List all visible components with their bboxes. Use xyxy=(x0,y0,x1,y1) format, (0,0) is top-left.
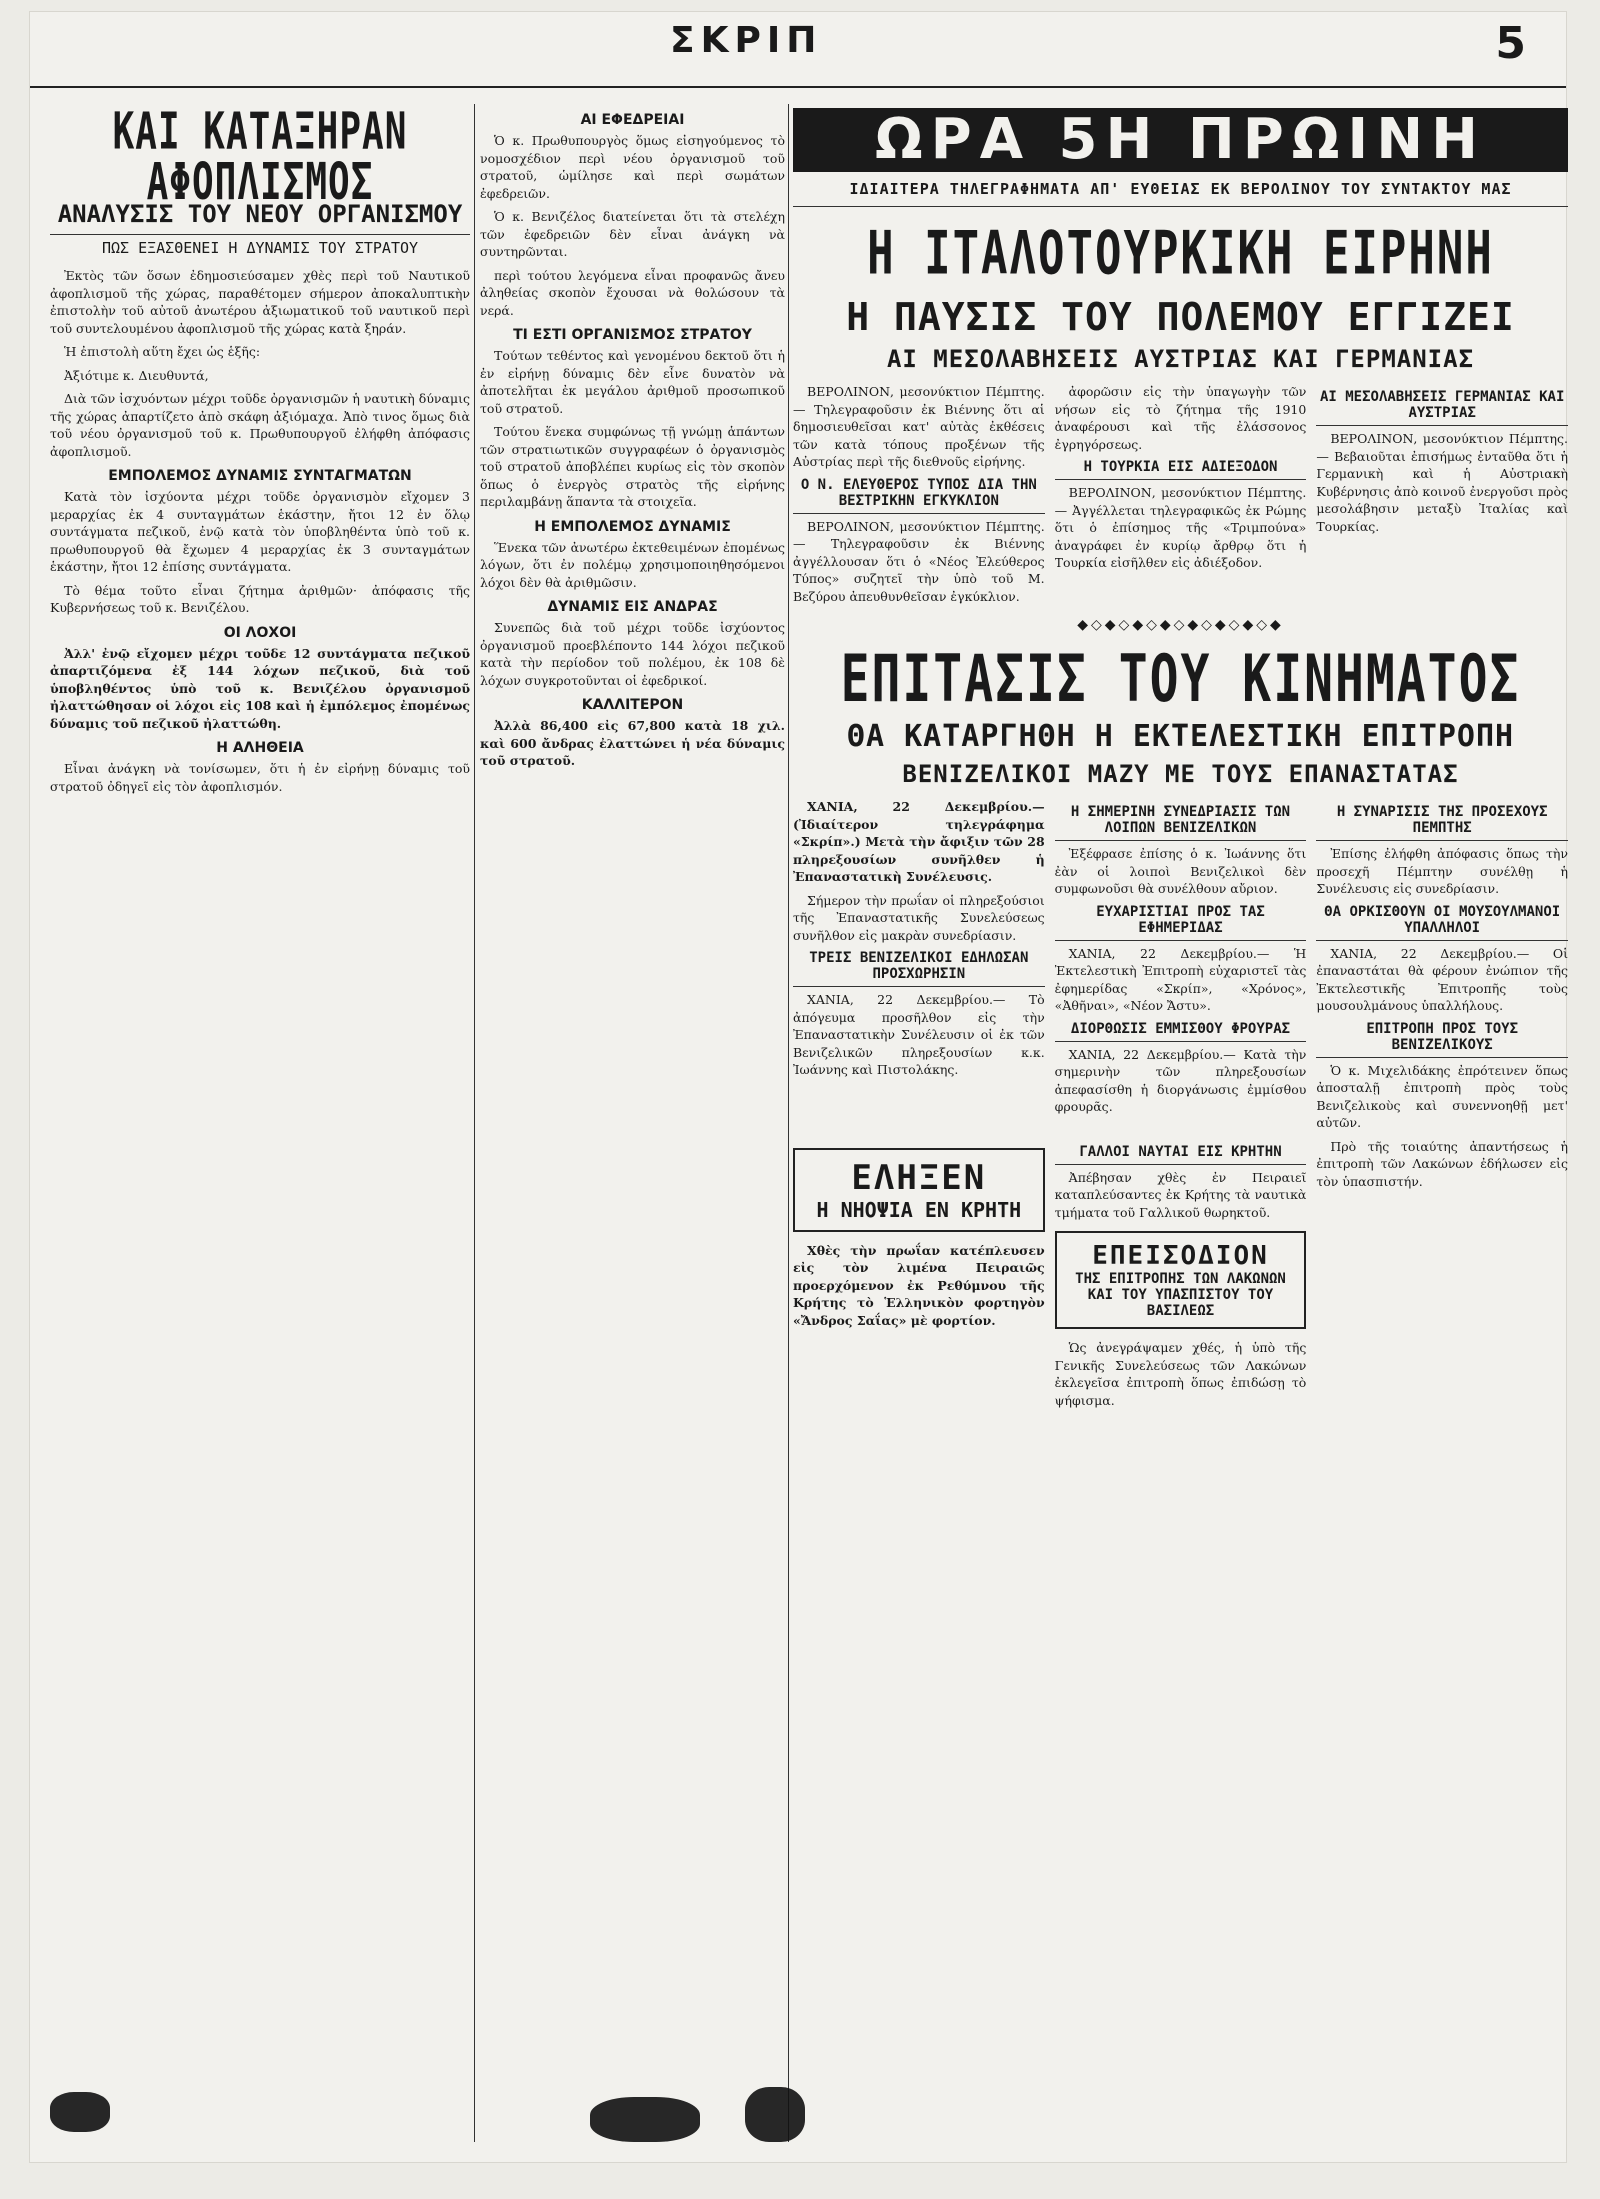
crete-dispatch-row xyxy=(793,798,1568,1138)
dispatch-column xyxy=(1055,383,1307,611)
article-paragraph: Τὸ θέμα τοῦτο εἶναι ζήτημα ἀριθμῶν· ἀπόφασις τῆς Κυβερνήσεως τοῦ κ. Βενιζέλου. xyxy=(50,582,470,615)
dispatch-text: Ἐξέφρασε ἐπίσης ὁ κ. Ἰωάννης ὅτι ἐὰν οἱ λοιποὶ Βενιζελικοὶ δὲν συμφωνοῦσι θὰ συνέλθουν αὔριον. xyxy=(1054,846,1307,896)
article-paragraph: Ἀξιότιμε κ. Διευθυντά, xyxy=(64,367,209,383)
article-paragraph: Ἐκτὸς τῶν ὅσων ἐδημοσιεύσαμεν χθὲς περὶ τοῦ Ναυτικοῦ ἀφοπλισμοῦ τῆς χώρας, παραθέτομεν σήμερον ἀποκαλυπτικὴν ἐπιστολὴν τοῦ αὐτοῦ ἀνωτέρου ἀξιωματικοῦ τοῦ ναυτικοῦ περὶ τοῦ συντελουμένου ἀφοπλισμοῦ τῆς χώρας κατὰ ξηράν. xyxy=(50,268,470,336)
article-paragraph: περὶ τούτου λεγόμενα εἶναι προφανῶς ἄνευ ἀληθείας σκοπὸν ἔχουσαι νὰ θολώσουν τὰ νερά. xyxy=(480,267,785,318)
dispatch-text: ΒΕΡΟΛΙΝΟΝ, μεσονύκτιον Πέμπτης.— Τηλεγραφοῦσιν ἐκ Βιέννης ὅτι αἱ δημοσιευθεῖσαι κατ' αὐτὰς ἐκθέσεις τῶν κατὰ τόπους προξένων τῆς Αὐστρίας περὶ τῆς διεθνοῦς εἰρήνης. xyxy=(793,384,1045,469)
article-paragraph: Κατὰ τὸν ἰσχύοντα μέχρι τοῦδε ὀργανισμὸν εἴχομεν 3 μεραρχίας ἐκ 4 συνταγμάτων ἑκάστην, ἤτοι 12 ἐν ὅλῳ συντάγματα πεζικοῦ, ἐνῷ κατὰ τὸν ὑποβληθέντα ὑπὸ τοῦ κ. πρωθυπουργοῦ θὰ ἔχωμεν 4 μεραρχίας ἐκ 3 συνταγμάτων ἑκάστην, ἤτοι 12 ἐπίσης συντάγματα. xyxy=(50,489,470,574)
bottom-row xyxy=(793,1138,1568,1416)
headline-abolished-committee: ΘΑ ΚΑΤΑΡΓΗΘΗ Η ΕΚΤΕΛΕΣΤΙΚΗ ΕΠΙΤΡΟΠΗ xyxy=(846,719,1515,754)
banner-subtitle: ΙΔΙΑΙΤΕΡΑ ΤΗΛΕΓΡΑΦΗΜΑΤΑ ΑΠ' ΕΥΘΕΙΑΣ ΕΚ ΒΕΡΟΛΙΝΟΥ ΤΟΥ ΣΥΝΤΑΚΤΟΥ ΜΑΣ xyxy=(793,180,1568,207)
masthead xyxy=(30,12,1566,88)
article-paragraph: Ἡ ἐπιστολὴ αὕτη ἔχει ὡς ἑξῆς: xyxy=(64,344,261,359)
dispatch-text: ἀφορῶσιν εἰς τὴν ὑπαγωγὴν τῶν νήσων εἰς τὸ ζήτημα τῆς 1910 ἀναφέρουσι καὶ τῆς ἐλάσσονος ἐγρηγόρσεως. xyxy=(1054,384,1307,452)
bottom-column xyxy=(793,1138,1045,1416)
ink-smear xyxy=(590,2097,700,2142)
headline-war-ending: Η ΠΑΥΣΙΣ ΤΟΥ ΠΟΛΕΜΟΥ ΕΓΓΙΖΕΙ xyxy=(846,295,1515,339)
box-incident xyxy=(1055,1231,1307,1329)
dispatch-text: ΧΑΝΙΑ, 22 Δεκεμβρίου.— Κατὰ τὴν σημερινὴν τῶν πληρεξουσίων ἀπεφασίσθη ἡ διοργάνωσις ἐμμίσθου φρουρᾶς. xyxy=(1054,1046,1307,1114)
dispatch-heading: ΑΙ ΜΕΣΟΛΑΒΗΣΕΙΣ ΓΕΡΜΑΝΙΑΣ ΚΑΙ ΑΥΣΤΡΙΑΣ xyxy=(1316,389,1568,426)
ornament-divider: ◆◇◆◇◆◇◆◇◆◇◆◇◆◇◆ xyxy=(1077,617,1284,633)
dispatch-column xyxy=(1316,798,1568,1138)
section-heading: ΑΙ ΕΦΕΔΡΕΙΑΙ xyxy=(580,112,685,128)
article-paragraph: Ὁ κ. Βενιζέλος διατείνεται ὅτι τὰ στελέχη τῶν ἐφεδρειῶν δὲν εἶναι ἀνάγκη νὰ συντηρῶνται. xyxy=(480,209,785,259)
newspaper-name: ΣΚΡΙΠ xyxy=(670,20,823,61)
section-heading: ΕΜΠΟΛΕΜΟΣ ΔΥΝΑΜΙΣ ΣΥΝΤΑΓΜΑΤΩΝ xyxy=(108,468,412,484)
headline-disarmament: ΚΑΙ ΚΑΤΑΞΗΡΑΝ ΑΦΟΠΛΙΣΜΟΣ xyxy=(112,104,408,212)
section-heading: Η ΑΛΗΘΕΙΑ xyxy=(216,740,304,756)
page-number: 5 xyxy=(1495,18,1526,69)
column-right xyxy=(793,104,1568,2142)
dispatch-text: Χθὲς τὴν πρωΐαν κατέπλευσεν εἰς τὸν λιμένα Πειραιῶς προερχόμενον ἐκ Ρεθύμνου τῆς Κρήτης τὸ Ἑλληνικὸν φορτηγὸν «Ἄνδρος Σαΐας» μὲ φορτίον. xyxy=(793,1242,1045,1328)
box-headline: ΕΠΕΙΣΟΔΙΟΝ xyxy=(1092,1241,1269,1271)
dispatch-text: ΒΕΡΟΛΙΝΟΝ, μεσονύκτιον Πέμπτης.— Ἀγγέλλεται τηλεγραφικῶς ἐκ Ρώμης ὅτι ὁ ἐπίσημος τῆς «Τριμπούνα» ἀναγράφει ἐν κυρίῳ ἄρθρῳ ὅτι ἡ Τουρκία εἰσῆλθεν εἰς ἀδιέξοδον. xyxy=(1054,485,1307,570)
article-paragraph: Ὁ κ. Πρωθυπουργὸς ὅμως εἰσηγούμενος τὸ νομοσχέδιον περὶ νέου ὀργανισμοῦ τοῦ στρατοῦ, ὡμίλησε καὶ περὶ σωμάτων ἐφεδρειῶν. xyxy=(480,133,785,201)
article-paragraph: Ἀλλ' ἐνῷ εἴχομεν μέχρι τοῦδε 12 συντάγματα πεζικοῦ ἀπαρτιζόμενα ἐξ 144 λόχων πεζικοῦ, διὰ τοῦ ὑποβληθέντος ὑπὸ τοῦ κ. Βενιζέλου ὀργανισμοῦ ἠλαττώθησαν οἱ λόχοι εἰς 108 καὶ ἡ ἐμπόλεμος ἐπομένως δύναμις τοῦ πεζικοῦ ἠλαττώθη. xyxy=(50,645,470,731)
column-rule xyxy=(474,104,475,2142)
article-paragraph: Εἶναι ἀνάγκη νὰ τονίσωμεν, ὅτι ἡ ἐν εἰρήνῃ δύναμις τοῦ στρατοῦ ὀδηγεῖ εἰς τὸν ἀφοπλισμόν. xyxy=(50,761,470,794)
article-paragraph: Συνεπῶς διὰ τοῦ μέχρι τοῦδε ἰσχύοντος ὀργανισμοῦ προεβλέποντο 144 λόχοι πεζικοῦ κατὰ τὴν περίοδον τοῦ πολέμου, ἐκ 108 δὲ λόχων συγκροτοῦνται οἱ ἐφεδρικοί. xyxy=(480,620,785,688)
section-heading: Η ΕΜΠΟΛΕΜΟΣ ΔΥΝΑΜΙΣ xyxy=(534,518,731,535)
dispatch-heading: Η ΣΥΝΑΡΙΣΙΣ ΤΗΣ ΠΡΟΣΕΧΟΥΣ ΠΕΜΠΤΗΣ xyxy=(1316,804,1568,841)
section-heading: ΤΙ ΕΣΤΙ ΟΡΓΑΝΙΣΜΟΣ ΣΤΡΑΤΟΥ xyxy=(513,327,752,343)
ink-smear xyxy=(745,2087,805,2142)
dispatch-heading: ΤΡΕΙΣ ΒΕΝΙΖΕΛΙΚΟΙ ΕΔΗΛΩΣΑΝ ΠΡΟΣΧΩΡΗΣΙΝ xyxy=(793,950,1045,987)
subhead-weakens: ΠΩΣ ΕΞΑΣΘΕΝΕΙ Η ΔΥΝΑΜΙΣ ΤΟΥ ΣΤΡΑΤΟΥ xyxy=(50,234,470,257)
banner-5am: ΩΡΑ 5Η ΠΡΩΙΝΗ xyxy=(793,108,1568,172)
newspaper-page xyxy=(30,12,1566,2162)
dispatch-column xyxy=(793,383,1045,611)
bottom-column xyxy=(1055,1138,1307,1416)
dispatch-text: Ὡς ἀνεγράψαμεν χθές, ἡ ὑπὸ τῆς Γενικῆς Συνελεύσεως τῶν Λακώνων ἐκλεγεῖσα ἐπιτροπὴ ὅπως ἐπιδώσῃ τὸ ψήφισμα. xyxy=(1054,1340,1307,1408)
box-ended xyxy=(793,1148,1045,1232)
dispatch-text: ΧΑΝΙΑ, 22 Δεκεμβρίου.— Τὸ ἀπόγευμα προσῆλθον εἰς τὴν Ἐπαναστατικὴν Συνέλευσιν οἱ ἐκ τῶν Βενιζελικῶν πληρεξουσίων κ.κ. Ἰωάννης καὶ Πιστολάκης. xyxy=(793,992,1045,1077)
dispatch-heading: ΕΥΧΑΡΙΣΤΙΑΙ ΠΡΟΣ ΤΑΣ ΕΦΗΜΕΡΙΔΑΣ xyxy=(1055,904,1307,941)
dispatch-text: Ὁ κ. Μιχελιδάκης ἐπρότεινεν ὅπως ἀποσταλῇ ἐπιτροπὴ πρὸς τοὺς Βενιζελικοὺς καὶ συνεννοηθῇ μετ' αὐτῶν. xyxy=(1316,1062,1568,1130)
dispatch-text: ΧΑΝΙΑ, 22 Δεκεμβρίου.— (Ἰδιαίτερον τηλεγράφημα «Σκρίπ».) Μετὰ τὴν ἄφιξιν τῶν 28 πληρεξουσίων συνῆλθεν ἡ Ἐπαναστατικὴ Συνέλευσις. xyxy=(793,799,1045,884)
dispatch-column xyxy=(793,798,1045,1138)
column-rule xyxy=(788,104,789,2142)
dispatch-column xyxy=(1055,798,1307,1138)
article-paragraph: Διὰ τῶν ἰσχυόντων μέχρι τοῦδε ὀργανισμῶν ἡ ναυτικὴ δύναμις τῆς χώρας ἀπαρτίζετο ἀπὸ σκάφη ἀξιόμαχα. Ἀπὸ τινος ὅμως διὰ τοῦ νέου ὀργανισμοῦ τοῦ κ. Πρωθυπουργοῦ ἐλήφθη ἀπόφασις ἀφοπλισμοῦ. xyxy=(50,391,470,459)
dispatch-heading: ΔΙΟΡΘΩΣΙΣ ΕΜΜΙΣΘΟΥ ΦΡΟΥΡΑΣ xyxy=(1055,1021,1307,1042)
dispatch-column xyxy=(1316,383,1568,611)
headline-italo-turkish-peace: Η ΙΤΑΛΟΤΟΥΡΚΙΚΗ ΕΙΡΗΝΗ xyxy=(867,219,1494,289)
dispatch-text: Ἐπίσης ἐλήφθη ἀπόφασις ὅπως τὴν προσεχῆ Πέμπτην συνέλθῃ ἡ Συνέλευσις εἰς συνεδρίασιν. xyxy=(1316,846,1568,896)
headline-mediations: ΑΙ ΜΕΣΟΛΑΒΗΣΕΙΣ ΑΥΣΤΡΙΑΣ ΚΑΙ ΓΕΡΜΑΝΙΑΣ xyxy=(886,345,1475,373)
article-paragraph: Τούτων τεθέντος καὶ γενομένου δεκτοῦ ὅτι ἡ ἐν εἰρήνῃ δύναμις δὲν εἶνε δυνατὸν νὰ ἀποτελῆται ἐκ μεγάλου ἀριθμοῦ προσωπικοῦ τοῦ στρατοῦ. xyxy=(480,348,785,416)
section-heading: ΔΥΝΑΜΙΣ ΕΙΣ ΑΝΔΡΑΣ xyxy=(547,599,718,615)
column-left xyxy=(50,104,470,2142)
section-heading: ΚΑΛΛΙΤΕΡΟΝ xyxy=(581,697,684,713)
box-headline: ΕΛΗΞΕΝ xyxy=(851,1157,987,1198)
dispatch-text: Σήμερον τὴν πρωΐαν οἱ πληρεξούσιοι τῆς Ἐπαναστατικῆς Συνελεύσεως συνῆλθον εἰς μακρὰν συνεδρίασιν. xyxy=(793,892,1045,943)
dispatch-heading: ΘΑ ΟΡΚΙΣΘΟΥΝ ΟΙ ΜΟΥΣΟΥΛΜΑΝΟΙ ΥΠΑΛΛΗΛΟΙ xyxy=(1316,904,1568,941)
dispatch-heading: ΕΠΙΤΡΟΠΗ ΠΡΟΣ ΤΟΥΣ ΒΕΝΙΖΕΛΙΚΟΥΣ xyxy=(1316,1021,1568,1058)
article-paragraph: Ἕνεκα τῶν ἀνωτέρω ἐκτεθειμένων ἐπομένως λόγων, ὅτι ἐν πολέμῳ χρησιμοποιηθησόμενοι λόχοι δὲν θὰ ἀριθμῶσιν. xyxy=(480,539,785,590)
box-subheadline: Η ΝΗΟΨΙΑ ΕΝ ΚΡΗΤΗ xyxy=(816,1197,1022,1222)
dispatch-text: ΒΕΡΟΛΙΝΟΝ, μεσονύκτιον Πέμπτης.— Βεβαιοῦται ἐπισήμως ἐνταῦθα ὅτι ἡ Γερμανικὴ καὶ ἡ Αὐστριακὴ Κυβέρνησις ἀπὸ κοινοῦ ἐνεργοῦσι πρὸς μεσολάβησιν μεταξὺ Ἰταλίας καὶ Τουρκίας. xyxy=(1316,431,1568,534)
dispatch-heading: ΓΑΛΛΟΙ ΝΑΥΤΑΙ ΕΙΣ ΚΡΗΤΗΝ xyxy=(1055,1144,1307,1165)
article-paragraph: Τούτου ἕνεκα συμφώνως τῇ γνώμῃ ἁπάντων τῶν στρατιωτικῶν συγγραφέων ὁ ὀργανισμὸς τοῦ στρατοῦ ἀποβλέπει κυρίως εἰς τὸν σκοπὸν ὅπως ὁ ἐνεργὸς στρατὸς τῆς εἰρήνης περιλαμβάνῃ ἅπαντα τὰ στοιχεῖα. xyxy=(480,424,785,509)
dispatch-text: ΧΑΝΙΑ, 22 Δεκεμβρίου.— Ἡ Ἐκτελεστικὴ Ἐπιτροπὴ εὐχαριστεῖ τὰς ἐφημερίδας «Σκρίπ», «Χρόνος», «Ἀθῆναι», «Νέον Ἄστυ». xyxy=(1054,945,1307,1013)
box-subheadline: ΤΗΣ ΕΠΙΤΡΟΠΗΣ ΤΩΝ ΛΑΚΩΝΩΝ ΚΑΙ ΤΟΥ ΥΠΑΣΠΙΣΤΟΥ ΤΟΥ ΒΑΣΙΛΕΩΣ xyxy=(1075,1271,1286,1319)
bottom-column xyxy=(1316,1138,1568,1416)
headline-escalation: ΕΠΙΤΑΣΙΣ ΤΟΥ ΚΙΝΗΜΑΤΟΣ xyxy=(840,641,1521,718)
dispatch-heading: Η ΣΗΜΕΡΙΝΗ ΣΥΝΕΔΡΙΑΣΙΣ ΤΩΝ ΛΟΙΠΩΝ ΒΕΝΙΖΕΛΙΚΩΝ xyxy=(1055,804,1307,841)
article-paragraph: Ἀλλὰ 86,400 εἰς 67,800 κατὰ 18 χιλ. καὶ 600 ἄνδρας ἐλαττώνει ἡ νέα δύναμις τοῦ στρατοῦ. xyxy=(480,718,785,768)
dispatch-text: Πρὸ τῆς τοιαύτης ἀπαντήσεως ἡ ἐπιτροπὴ τῶν Λακώνων ἐδήλωσεν εἰς τὸν ὑπασπιστήν. xyxy=(1316,1138,1568,1189)
column-middle xyxy=(480,104,785,2142)
subhead-analysis: ΑΝΑΛΥΣΙΣ ΤΟΥ ΝΕΟΥ ΟΡΓΑΝΙΣΜΟΥ xyxy=(57,200,463,228)
dispatch-text: Ἀπέβησαν χθὲς ἐν Πειραιεῖ καταπλεύσαντες ἐκ Κρήτης τὰ ναυτικὰ τμήματα τοῦ Γαλλικοῦ θωρηκτοῦ. xyxy=(1054,1169,1307,1220)
section-heading: ΟΙ ΛΟΧΟΙ xyxy=(223,624,297,641)
dispatch-text: ΧΑΝΙΑ, 22 Δεκεμβρίου.— Οἱ ἐπαναστάται θὰ φέρουν ἐνώπιον τῆς Ἐκτελεστικῆς Ἐπιτροπῆς τοὺς μουσουλμάνους ὑπαλλήλους. xyxy=(1316,945,1568,1013)
dispatch-heading: Ο Ν. ΕΛΕΥΘΕΡΟΣ ΤΥΠΟΣ ΔΙΑ ΤΗΝ ΒΕΣΤΡΙΚΗΝ ΕΓΚΥΚΛΙΟΝ xyxy=(793,477,1045,514)
dispatch-row xyxy=(793,383,1568,611)
headline-venizelists: ΒΕΝΙΖΕΛΙΚΟΙ ΜΑΖΥ ΜΕ ΤΟΥΣ ΕΠΑΝΑΣΤΑΤΑΣ xyxy=(902,760,1459,788)
dispatch-text: ΒΕΡΟΛΙΝΟΝ, μεσονύκτιον Πέμπτης.— Τηλεγραφοῦσιν ἐκ Βιέννης ἀγγέλλουσαν ὅτι ὁ «Νέος Ἐλεύθερος Τύπος» συζητεῖ τὴν ὑπὸ τοῦ Μ. Βεζύρου ἀπευθυνθεῖσαν ἐγκύκλιον. xyxy=(793,518,1045,604)
ink-smear xyxy=(50,2092,110,2132)
dispatch-heading: Η ΤΟΥΡΚΙΑ ΕΙΣ ΑΔΙΕΞΟΔΟΝ xyxy=(1055,459,1307,480)
